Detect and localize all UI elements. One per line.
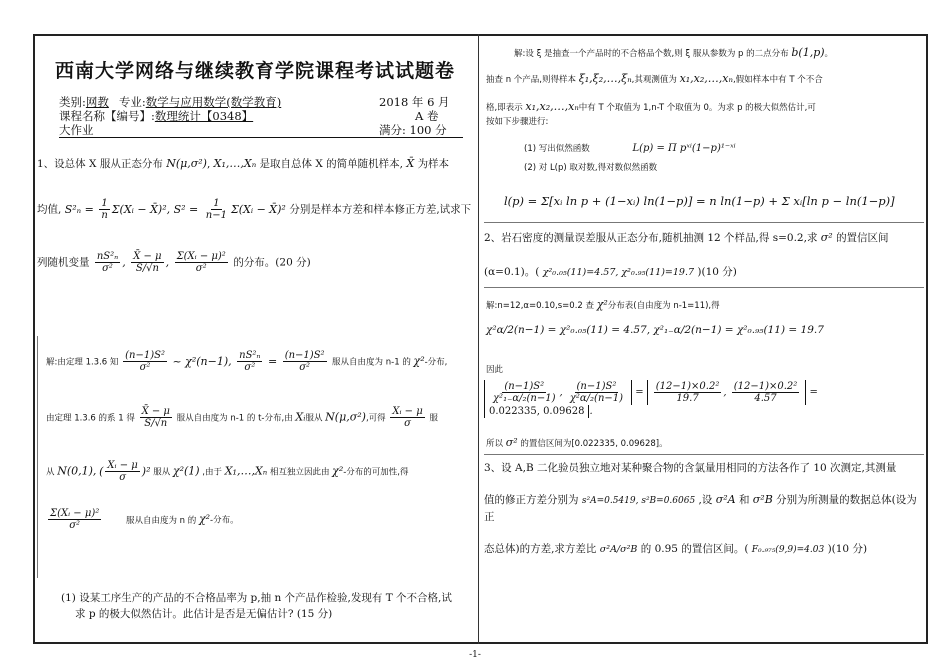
q1-text-1b: 是取自总体 X 的简单随机样本, xyxy=(259,158,404,170)
q1-sol3-mid2: ,由于 xyxy=(202,467,222,478)
q1-text-2b: 分别是样本方差和样本修正方差,试求下 xyxy=(289,203,472,216)
course-value: 数理统计【0348】 xyxy=(154,109,254,123)
q1-sol2-mid: 服从自由度为 n-1 的 t-分布,由 xyxy=(176,413,293,424)
q1-sol2-end: ,可得 xyxy=(365,413,386,424)
exam-date: 2018 年 6 月 xyxy=(379,95,450,109)
q1-sol3-prefix: 从 xyxy=(46,467,55,478)
q1-sol-mid: 服从自由度为 n-1 的 xyxy=(332,357,411,368)
q3-line-1: 3、设 A,B 二化验员独立地对某种聚合物的含氯量用相同的方法各作了 10 次测定,其测量 xyxy=(484,462,897,474)
category-value: 网教 xyxy=(85,95,109,109)
q1-solution-box: 解:由定理 1.3.6 知 $\frac{\text{(n−1)S²}}{\text{σ²}}$ ~ χ²(n−1), $\frac{\text{nS²ₙ}}{\text{σ²}}$ = $\frac{\text{(n−1)S²}}{\text{σ²}}$ 服从自由度为 n-1 的 χ²-分布, 由定理 1.3.6 的系 1 得 $\frac{X̄ - \mu}{S/√n}$ 服从自由度为 n-1 的 t-分布,由 Xᵢ服从 N(μ,σ²),可得 $\frac{\text{Xᵢ − μ}}{\sigma}$ 服 从 N(0,1), ( $\frac{\text{Xᵢ − μ}}{\sigma}$ )² 服从 χ²(1) ,由于 X₁,…,Xₙ 相互独立因此由 χ²-分布的可加性,得 $\frac{\text{Σ(Xᵢ − μ)²}}{\text{σ²}}$ 服从自由度为 n 的 χ²-分布。 xyxy=(37,336,473,578)
q2-line-2b: )(10 分) xyxy=(697,266,737,278)
q1-normal-dist: N(μ,σ²) xyxy=(166,157,207,170)
q3-line-3: 态总体)的方差,求方差比 xyxy=(484,543,597,555)
q1b-line-1: (1) 设某工序生产的产品的不合格品率为 p,抽 n 个产品作检验,发现有 T 个不合格,试 xyxy=(61,592,452,604)
q2-line-1: 2、岩石密度的测量误差服从正态分布,随机抽测 12 个样品,得 s=0.2,求 xyxy=(484,232,818,244)
q1-sol-end: -分布, xyxy=(424,357,448,368)
column-divider xyxy=(478,34,479,644)
q3-line-2c: 和 xyxy=(738,494,750,506)
q1-text-2: 均值, xyxy=(37,203,62,216)
r-sol-a: 解:设 ξ 是抽查一个产品时的不合格品个数,则 ξ 服从参数为 p 的二点分布 xyxy=(514,49,789,59)
r-sol-c2: 中有 T 个取值为 1,n-T 个取值为 0。为求 p 的极大似然估计,可 xyxy=(578,103,816,113)
r-sol-c: 格,即表示 xyxy=(486,103,523,113)
q2-result-prefix: 所以 xyxy=(486,439,504,449)
q1-text-1c: 为样本 xyxy=(417,158,450,170)
r-separator-2 xyxy=(484,287,924,288)
q1-sample-vars: X₁,…,Xₙ xyxy=(213,157,257,170)
q1-sol2-prefix: 由定理 1.3.6 的系 1 得 xyxy=(46,413,135,424)
q2-therefore: 因此 xyxy=(486,365,504,375)
q3-line-2b: ,设 xyxy=(698,494,713,506)
q2-sol-1b: 分布表(自由度为 n-1=11),得 xyxy=(607,301,720,311)
q2-chi-values: χ²α/2(n−1) = χ²₀.₀₅(11) = 4.57, χ²₁₋α/2(n−1) = χ²₀.₉₅(11) = 19.7 xyxy=(486,324,824,336)
r-step-1: (1) 写出似然函数 xyxy=(524,144,590,154)
q1-text-3: 列随机变量 xyxy=(37,256,90,269)
q1-sol2-mid2: 服从 xyxy=(305,413,323,424)
assignment-type: 大作业 xyxy=(59,123,94,137)
category-label: 类别: xyxy=(59,95,86,109)
q2-result: 的置信区间为[0.022335, 0.09628]。 xyxy=(520,439,668,449)
major-value: 数学与应用数学(数学教育) xyxy=(145,95,282,109)
r-likelihood-formula: L(p) = Π pˣⁱ(1−p)¹⁻ˣⁱ xyxy=(632,143,736,154)
right-column: 解:设 ξ 是抽查一个产品时的不合格品个数,则 ξ 服从参数为 p 的二点分布 b(1,p)。 抽查 n 个产品,则得样本 ξ₁,ξ₂,…,ξₙ,其观测值为 x₁,x₂,…,xₙ,假如样本中有 T 个不合 格,即表示 x₁,x₂,…,xₙ中有 T 个取值为 1,n-T 个取值为 0。为求 p 的极大似然估计,可 按如下步骤进行: (1) 写出似然函数 L(p) = Π pˣⁱ(1−p)¹⁻ˣⁱ (2) 对 L(p) 取对数,得对数似然函数 l(p) = Σ[xᵢ ln p + (1−xᵢ) ln(1−p)] = n ln(1−p) + Σ xᵢ[ln p − ln(1−p)] 2、岩石密度的测量误差服从正态分布,随机抽测 12 个样品,得 s=0.2,求 σ² 的置信区间 (α=0.1)。( χ²₀.₀₅(11)=4.57, χ²₀.₉₅(11)=19.7 )(10 分) 解:n=12,α=0.10,s=0.2 查 χ²分布表(自由度为 n-1=11),得 χ²α/2(n−1) = χ²₀.₀₅(11) = 4.57, χ²₁₋α/2(n−1) = χ²₀.₉₅(11) = 19.7 因此 $\frac{\text{(n−1)S²}}{\text{χ²₁₋α/₂(n−1)}}$ , $\frac{\text{(n−1)S²}}{\text{χ²α/₂(n−1)}}$ = $\frac{\text{(12−1)×0.2²}}{19.7}$ , $\frac{\text{(12−1)×0.2²}}{4.57}$ = 0.022335, 0.09628 . 所以 σ² 的置信区间为[0.022335, 0.09628]。 3、设 A,B 二化验员独立地对某种聚合物的含氯量用相同的方法各作了 10 次测定,其测量 值的修正方差分别为 s²A=0.5419, s²B=0.6065 ,设 σ²A 和 σ²B 分别为所测量的数据总体(设为正 态总体)的方差,求方差比 σ²A/σ²B 的 0.95 的置信区间。( F₀.₉₇₅(9,9)=4.03 )(10 分) xyxy=(484,34,924,644)
page-number: -1- xyxy=(469,650,481,660)
q3-line-3c: )(10 分) xyxy=(827,543,868,555)
question-1-part-1 xyxy=(61,590,471,622)
question-1: 1、设总体 X 服从正态分布 N(μ,σ²), X₁,…,Xₙ 是取自总体 X 的简单随机样本, X̄ 为样本 均值, S²ₙ = $\frac{1}{n}$ Σ(Xᵢ − X̄)², S² = $\frac{1}{n-1}$ Σ(Xᵢ − X̄)² 分别是样本方差和样本修正方差,试求下 列随机变量 $\frac{\text{nS²ₙ}}{\text{σ²}}$ , $\frac{X̄ - \mu}{S/√n}$ , $\frac{\text{Σ(Xᵢ − μ)²}}{\text{σ²}}$ 的分布。(20 分) xyxy=(37,157,472,274)
r-log-likelihood-formula: l(p) = Σ[xᵢ ln p + (1−xᵢ) ln(1−p)] = n ln(1−p) + Σ xᵢ[ln p − ln(1−p)] xyxy=(504,194,895,208)
r-sol-b3: ,假如样本中有 T 个不合 xyxy=(732,75,823,85)
q3-line-3b: 的 0.95 的置信区间。( xyxy=(640,543,749,555)
major-label: 专业: xyxy=(118,95,146,109)
q1-variance-formula: S²ₙ = $\frac{1}{n}$ Σ(Xᵢ − X̄)², S² = $\frac{1}{n-1}$ Σ(Xᵢ − X̄)² xyxy=(64,198,290,221)
q1-sol2-end2: 服 xyxy=(429,413,438,424)
exam-title: 西南大学网络与继续教育学院课程考试试题卷 xyxy=(54,60,455,82)
question-2: 2、岩石密度的测量误差服从正态分布,随机抽测 12 个样品,得 s=0.2,求 σ² 的置信区间 (α=0.1)。( χ²₀.₀₅(11)=4.57, χ²₀.₉₅(11)=19.7 )(10 分) xyxy=(484,231,889,278)
q1-sol4: 服从自由度为 n 的 xyxy=(125,515,197,526)
q2-line-1b: 的置信区间 xyxy=(836,232,889,244)
r-sol-d: 按如下步骤进行: xyxy=(486,117,549,127)
left-column xyxy=(37,34,473,644)
q1-sol-prefix: 解:由定理 1.3.6 知 xyxy=(46,357,119,368)
q1-random-vars: $\frac{\text{nS²ₙ}}{\text{σ²}}$ , $\frac{X̄ - \mu}{S/√n}$ , $\frac{\text{Σ(Xᵢ − μ)²}}{\text{σ²}}$ xyxy=(96,251,226,274)
q2-line-2: (α=0.1)。( xyxy=(484,266,540,278)
r-sol-b: 抽查 n 个产品,则得样本 xyxy=(486,75,576,85)
r-separator-3 xyxy=(484,454,924,455)
q3-line-2d: 分别为所测量的数据总体(设为正 xyxy=(484,494,917,523)
q1-sol3-end2: -分布的可加性,得 xyxy=(343,467,409,478)
q1-sol3-end: 相互独立因此由 xyxy=(269,467,330,478)
q1b-line-2: 求 p 的极大似然估计。此估计是否是无偏估计? (15 分) xyxy=(75,608,333,620)
exam-meta xyxy=(37,95,473,138)
q1-sol-formula-1: $\frac{\text{(n−1)S²}}{\text{σ²}}$ ~ χ²(n−1), $\frac{\text{nS²ₙ}}{\text{σ²}}$ = $\frac{\text{(n−1)S²}}{\text{σ²}}$ xyxy=(125,350,325,373)
question-3: 3、设 A,B 二化验员独立地对某种聚合物的含氯量用相同的方法各作了 10 次测定,其测量 值的修正方差分别为 s²A=0.5419, s²B=0.6065 ,设 σ²A 和 σ²B 分别为所测量的数据总体(设为正 态总体)的方差,求方差比 σ²A/σ²B 的 0.95 的置信区间。( F₀.₉₇₅(9,9)=4.03 )(10 分) xyxy=(484,460,924,558)
r-step-2: (2) 对 L(p) 取对数,得对数似然函数 xyxy=(524,163,658,173)
q1-xbar: X̄ xyxy=(406,157,415,170)
q1-text-1: 1、设总体 X 服从正态分布 xyxy=(37,158,163,170)
paper-version: A 卷 xyxy=(415,109,439,123)
r-separator-1 xyxy=(484,222,924,223)
q3-line-2: 值的修正方差分别为 xyxy=(484,494,579,506)
q1-text-3b: 的分布。(20 分) xyxy=(233,256,311,269)
q1-sol3-mid: 服从 xyxy=(153,467,171,478)
q2-sol-1: 解:n=12,α=0.10,s=0.2 查 xyxy=(486,301,595,311)
course-label: 课程名称【编号】: xyxy=(59,109,155,123)
q1-sol4-end: -分布。 xyxy=(210,515,239,526)
q2-interval-formula: $\frac{\text{(n−1)S²}}{\text{χ²₁₋α/₂(n−1)}}$ , $\frac{\text{(n−1)S²}}{\text{χ²α/₂(n−1)}}$ = $\frac{\text{(12−1)×0.2²}}{19.7}$ , $\frac{\text{(12−1)×0.2²}}{4.57}$ = 0.022335, 0.09628 . xyxy=(484,380,924,418)
r-sol-b2: ,其观测值为 xyxy=(631,75,677,85)
full-score: 满分: 100 分 xyxy=(379,123,447,137)
